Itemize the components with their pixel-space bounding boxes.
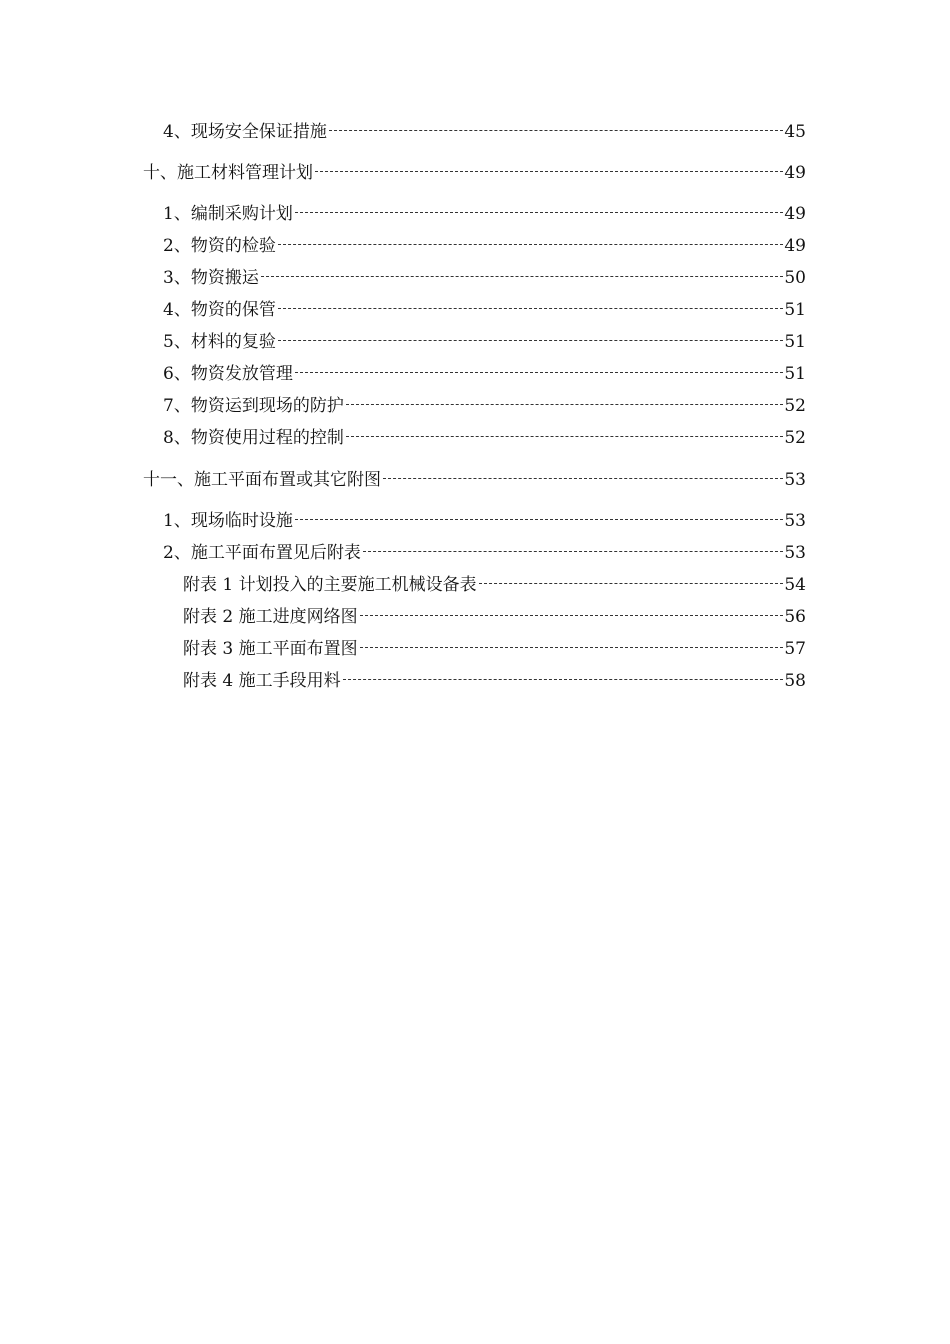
toc-leader-dashes xyxy=(278,244,784,245)
toc-entry-page: 53 xyxy=(784,511,806,531)
toc-leader-dashes xyxy=(261,276,784,277)
toc-entry-page: 49 xyxy=(784,236,806,256)
toc-entry[interactable] xyxy=(163,394,806,418)
toc-entry-title: 2、施工平面布置见后附表 xyxy=(163,543,361,563)
toc-entry[interactable] xyxy=(183,637,806,661)
toc-entry-title: 附表 4 施工手段用料 xyxy=(183,671,341,691)
toc-entry-title: 十一、施工平面布置或其它附图 xyxy=(143,470,381,490)
toc-entry-title: 4、物资的保管 xyxy=(163,300,276,320)
toc-leader-dashes xyxy=(346,404,784,405)
toc-entry-title: 附表 2 施工进度网络图 xyxy=(183,607,358,627)
toc-entry[interactable] xyxy=(163,202,806,226)
toc-entry-title: 4、现场安全保证措施 xyxy=(163,122,327,142)
toc-entry[interactable] xyxy=(163,362,806,386)
toc-entry-page: 52 xyxy=(784,428,806,448)
toc-entry[interactable] xyxy=(163,426,806,450)
toc-entry-title: 5、材料的复验 xyxy=(163,332,276,352)
toc-entry[interactable] xyxy=(143,468,806,492)
toc-entry-title: 1、编制采购计划 xyxy=(163,204,293,224)
toc-entry-page: 57 xyxy=(784,639,806,659)
toc-entry[interactable] xyxy=(143,161,806,185)
toc-entry[interactable] xyxy=(183,573,806,597)
toc-leader-dashes xyxy=(346,436,784,437)
toc-entry-page: 49 xyxy=(784,163,806,183)
toc-leader-dashes xyxy=(360,647,784,648)
toc-entry-page: 51 xyxy=(784,364,806,384)
toc-entry-title: 2、物资的检验 xyxy=(163,236,276,256)
toc-entry[interactable] xyxy=(183,669,806,693)
toc-entry[interactable] xyxy=(163,330,806,354)
toc-entry-title: 十、施工材料管理计划 xyxy=(143,163,313,183)
toc-entry-page: 51 xyxy=(784,332,806,352)
toc-leader-dashes xyxy=(278,308,784,309)
toc-entry[interactable] xyxy=(163,541,806,565)
toc-leader-dashes xyxy=(383,478,783,479)
toc-entry-title: 1、现场临时设施 xyxy=(163,511,293,531)
toc-leader-dashes xyxy=(295,212,784,213)
toc-leader-dashes xyxy=(363,551,784,552)
toc-entry[interactable] xyxy=(163,298,806,322)
toc-entry-page: 45 xyxy=(784,122,806,142)
toc-leader-dashes xyxy=(315,171,783,172)
toc-entry-page: 50 xyxy=(784,268,806,288)
toc-leader-dashes xyxy=(360,615,784,616)
toc-entry-title: 8、物资使用过程的控制 xyxy=(163,428,344,448)
toc-entry-page: 54 xyxy=(784,575,806,595)
toc-leader-dashes xyxy=(295,519,784,520)
toc-entry[interactable] xyxy=(163,120,806,144)
toc-entry-page: 49 xyxy=(784,204,806,224)
toc-entry[interactable] xyxy=(163,509,806,533)
toc-leader-dashes xyxy=(329,130,784,131)
toc-entry-page: 52 xyxy=(784,396,806,416)
toc-entry-title: 附表 1 计划投入的主要施工机械设备表 xyxy=(183,575,477,595)
toc-leader-dashes xyxy=(343,679,784,680)
toc-entry-page: 58 xyxy=(784,671,806,691)
toc-entry-title: 6、物资发放管理 xyxy=(163,364,293,384)
toc-entry-page: 51 xyxy=(784,300,806,320)
toc-entry[interactable] xyxy=(183,605,806,629)
toc-entry-title: 7、物资运到现场的防护 xyxy=(163,396,344,416)
toc-entry-page: 53 xyxy=(784,543,806,563)
toc-entry[interactable] xyxy=(163,234,806,258)
toc-entry-title: 3、物资搬运 xyxy=(163,268,259,288)
toc-entry[interactable] xyxy=(163,266,806,290)
toc-leader-dashes xyxy=(479,583,784,584)
toc-leader-dashes xyxy=(278,340,784,341)
toc-entry-page: 53 xyxy=(784,470,806,490)
toc-leader-dashes xyxy=(295,372,784,373)
toc-entry-page: 56 xyxy=(784,607,806,627)
toc-entry-title: 附表 3 施工平面布置图 xyxy=(183,639,358,659)
